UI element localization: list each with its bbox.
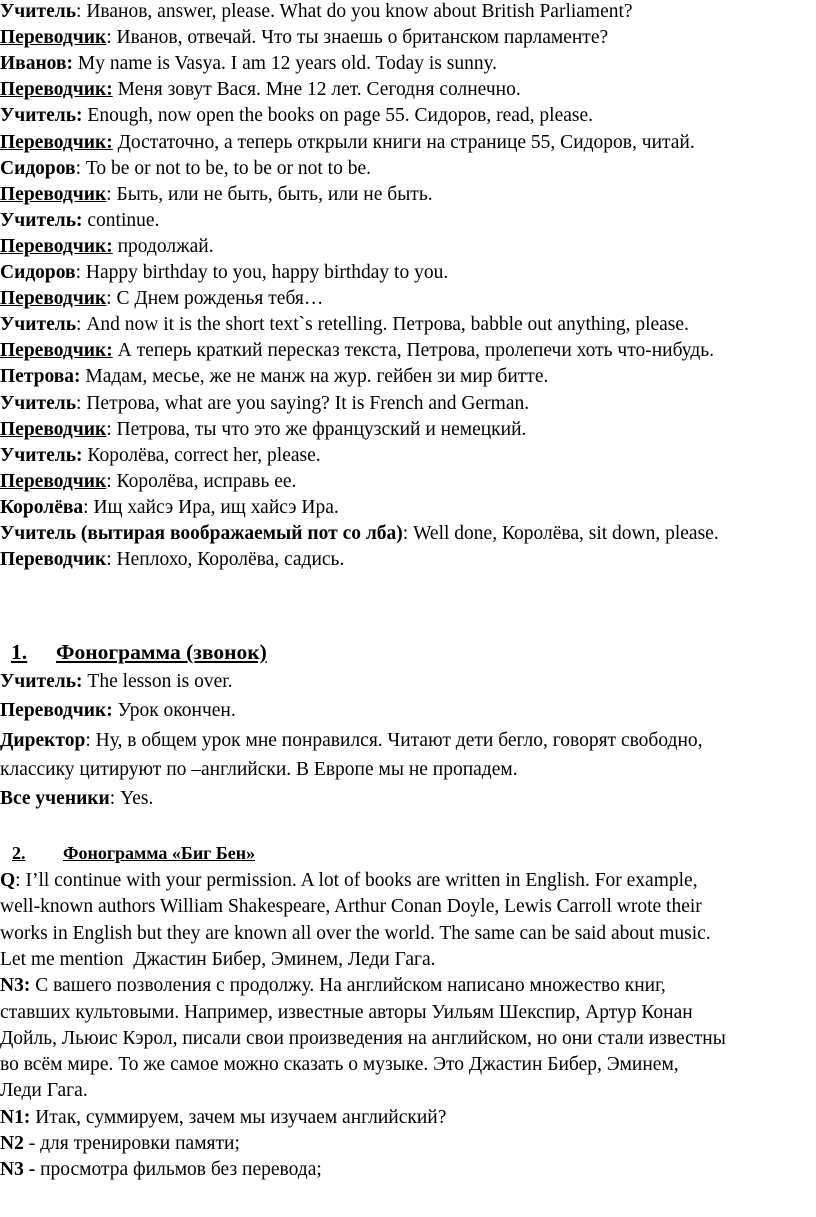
line-text: во всём мире. То же самое можно сказать о музыке. Это Джастин Бибер, Эминем, [0,1054,679,1076]
dialogue-line [0,1001,693,1025]
separator: : [76,314,87,336]
line-text: Мадам, месье, же не манж на жур. гейбен зи мир битте. [85,366,549,388]
separator: : [109,788,121,810]
dialogue-line [0,496,339,520]
line-text: классику цитируют по –английски. В Европе мы не пропадем. [0,758,518,780]
dialogue-line [0,1106,446,1130]
dialogue-line [0,26,608,50]
dialogue-line [0,1053,679,1077]
speaker-label: Переводчик [0,549,107,571]
dialogue-line [0,1079,88,1103]
dialogue-line [0,131,695,155]
dialogue-line [0,758,518,782]
line-text: To be or not to be, to be or not to be. [85,157,371,179]
dialogue-line [0,895,702,919]
line-text: Yes. [120,788,154,810]
line-text: Королёва, исправь ее. [116,470,297,492]
separator: : [75,157,86,179]
line-text: ставших культовыми. Например, известные авторы Уильям Шекспир, Артур Конан [0,1001,693,1023]
line-text: well-known authors William Shakespeare, Arthur Conan Doyle, Lewis Carroll wrote their [0,896,702,918]
separator: : [402,523,414,544]
speaker-label: Директор [0,729,86,751]
dialogue-line [0,1158,322,1182]
separator: : [106,549,117,571]
speaker-label: Переводчик: [0,340,113,362]
line-text: works in English but they are known all over the world. The same can be said about music. [0,922,711,944]
speaker-label: Учитель: [0,209,83,231]
dialogue-line [0,78,521,102]
speaker-label: Королёва [0,496,84,518]
line-text: Урок окончен. [117,700,236,722]
dialogue-line [0,52,497,76]
dialogue-line [0,548,344,572]
dialogue-line [0,418,526,442]
dialogue-line [0,365,548,389]
speaker-label: Иванов: [0,53,73,75]
dialogue-line [0,948,436,972]
heading-title: Фонограмма (звонок) [56,640,267,664]
line-text: And now it is the short text`s retelling. Петрова, babble out anything, please. [86,314,689,336]
line-text: Иванов, отвечай. Что ты знаешь о британском парламенте? [116,27,609,49]
speaker-label: Учитель: [0,105,83,127]
line-text: I’ll continue with your permission. A lot of books are written in English. For example, [25,870,698,891]
speaker-label: N1: [0,1106,31,1128]
line-text: Ищ хайсэ Ира, ищ хайсэ Ира. [93,496,339,518]
separator: : [75,262,86,283]
line-text: Итак, суммируем, зачем мы изучаем английский? [35,1106,447,1128]
line-text: просмотра фильмов без перевода; [40,1159,322,1181]
line-text: Let me mention Джастин Бибер, Эминем, Леди Гага. [0,948,436,970]
speaker-label: Переводчик: [0,235,113,257]
speaker-label: Переводчик: [0,79,113,101]
line-text: С Днем рожденья тебя… [116,288,324,310]
line-text: Меня зовут Вася. Мне 12 лет. Сегодня солнечно. [117,79,521,101]
dialogue-line [0,157,371,181]
separator: - [23,1133,41,1154]
line-text: Петрова, what are you saying? It is French and German. [86,392,530,414]
line-text: Ну, в общем урок мне понравился. Читают дети бегло, говорят свободно, [95,729,703,751]
speaker-label: N2 [0,1133,24,1154]
separator: : [106,288,117,310]
line-text: My name is Vasya. I am 12 years old. Today is sunny. [77,53,497,75]
separator: : [76,1,87,22]
speaker-label: Учитель [0,392,77,414]
dialogue-line [0,1027,726,1051]
line-text: Happy birthday to you, happy birthday to you. [85,262,449,283]
speaker-label: Учитель: [0,671,83,692]
heading-number: 1. [11,640,28,664]
speaker-label: Переводчик [0,288,107,310]
dialogue-line [0,869,698,893]
line-text: А теперь краткий пересказ текста, Петрова, пролепечи хоть что-нибудь. [117,340,715,362]
speaker-label: Переводчик [0,470,107,492]
speaker-label: Учитель: [0,444,83,466]
line-text: Иванов, answer, please. What do you know about British Parliament? [86,1,633,22]
speaker-label: N3: [0,975,31,997]
separator: : [76,392,87,414]
separator: : [85,729,96,751]
speaker-label: Переводчик [0,27,107,49]
line-text: Королёва, correct her, please. [87,444,321,466]
dialogue-line [0,0,633,24]
line-text: Петрова, ты что это же французский и немецкий. [116,418,527,440]
speaker-label: Переводчик [0,418,107,440]
dialogue-line [0,470,296,494]
speaker-label: Переводчик: [0,131,113,153]
dialogue-line [0,104,593,128]
heading-number: 2. [12,843,26,863]
line-text: продолжай. [117,235,214,257]
dialogue-line [0,1132,240,1156]
line-text: Well done, Королёва, sit down, please. [413,523,719,544]
dialogue-line [0,392,529,416]
speaker-label: Учитель [0,1,77,22]
separator: : [106,470,117,492]
line-text: Леди Гага. [0,1080,88,1102]
speaker-label: Учитель [0,314,77,336]
separator: : [83,496,94,518]
speaker-label: Переводчик: [0,700,113,722]
line-text: Дойль, Льюис Кэрол, писали свои произведения на английском, но они стали известны [0,1027,726,1049]
dialogue-line [0,235,214,259]
dialogue-line [0,313,689,337]
dialogue-line [0,209,159,233]
dialogue-line [0,974,666,998]
speaker-label: Переводчик [0,183,107,205]
line-text: С вашего позволения с продолжу. На английском написано множество книг, [35,975,666,997]
speaker-label: N3 - [0,1159,36,1181]
dialogue-line [0,729,703,753]
dialogue-line [0,339,714,363]
dialogue-line [0,522,719,546]
speaker-label: Все ученики [0,788,110,810]
dialogue-line [0,699,236,723]
dialogue-line [0,261,448,285]
separator: : [106,183,117,205]
dialogue-line [0,922,711,946]
dialogue-line [0,287,323,311]
speaker-label: Сидоров [0,157,76,179]
line-text: для тренировки памяти; [40,1133,240,1154]
speaker-label: Учитель (вытирая воображаемый пот со лба) [0,523,403,544]
separator: : [106,27,117,49]
speaker-label: Петрова: [0,366,81,388]
line-text: The lesson is over. [87,671,233,692]
speaker-label: Сидоров [0,262,76,283]
heading-title: Фонограмма «Биг Бен» [63,843,256,863]
line-text: Быть, или не быть, быть, или не быть. [116,183,433,205]
line-text: Неплохо, Королёва, садись. [116,549,345,571]
separator: : [106,418,117,440]
dialogue-line [0,670,233,694]
dialogue-line [0,787,153,811]
separator: : [15,870,26,891]
speaker-label: Q [0,870,16,891]
line-text: Достаточно, а теперь открыли книги на странице 55, Сидоров, читай. [117,131,695,153]
dialogue-line [0,183,433,207]
line-text: continue. [87,209,160,231]
dialogue-line [0,444,321,468]
line-text: Enough, now open the books on page 55. Сидоров, read, please. [87,105,593,127]
